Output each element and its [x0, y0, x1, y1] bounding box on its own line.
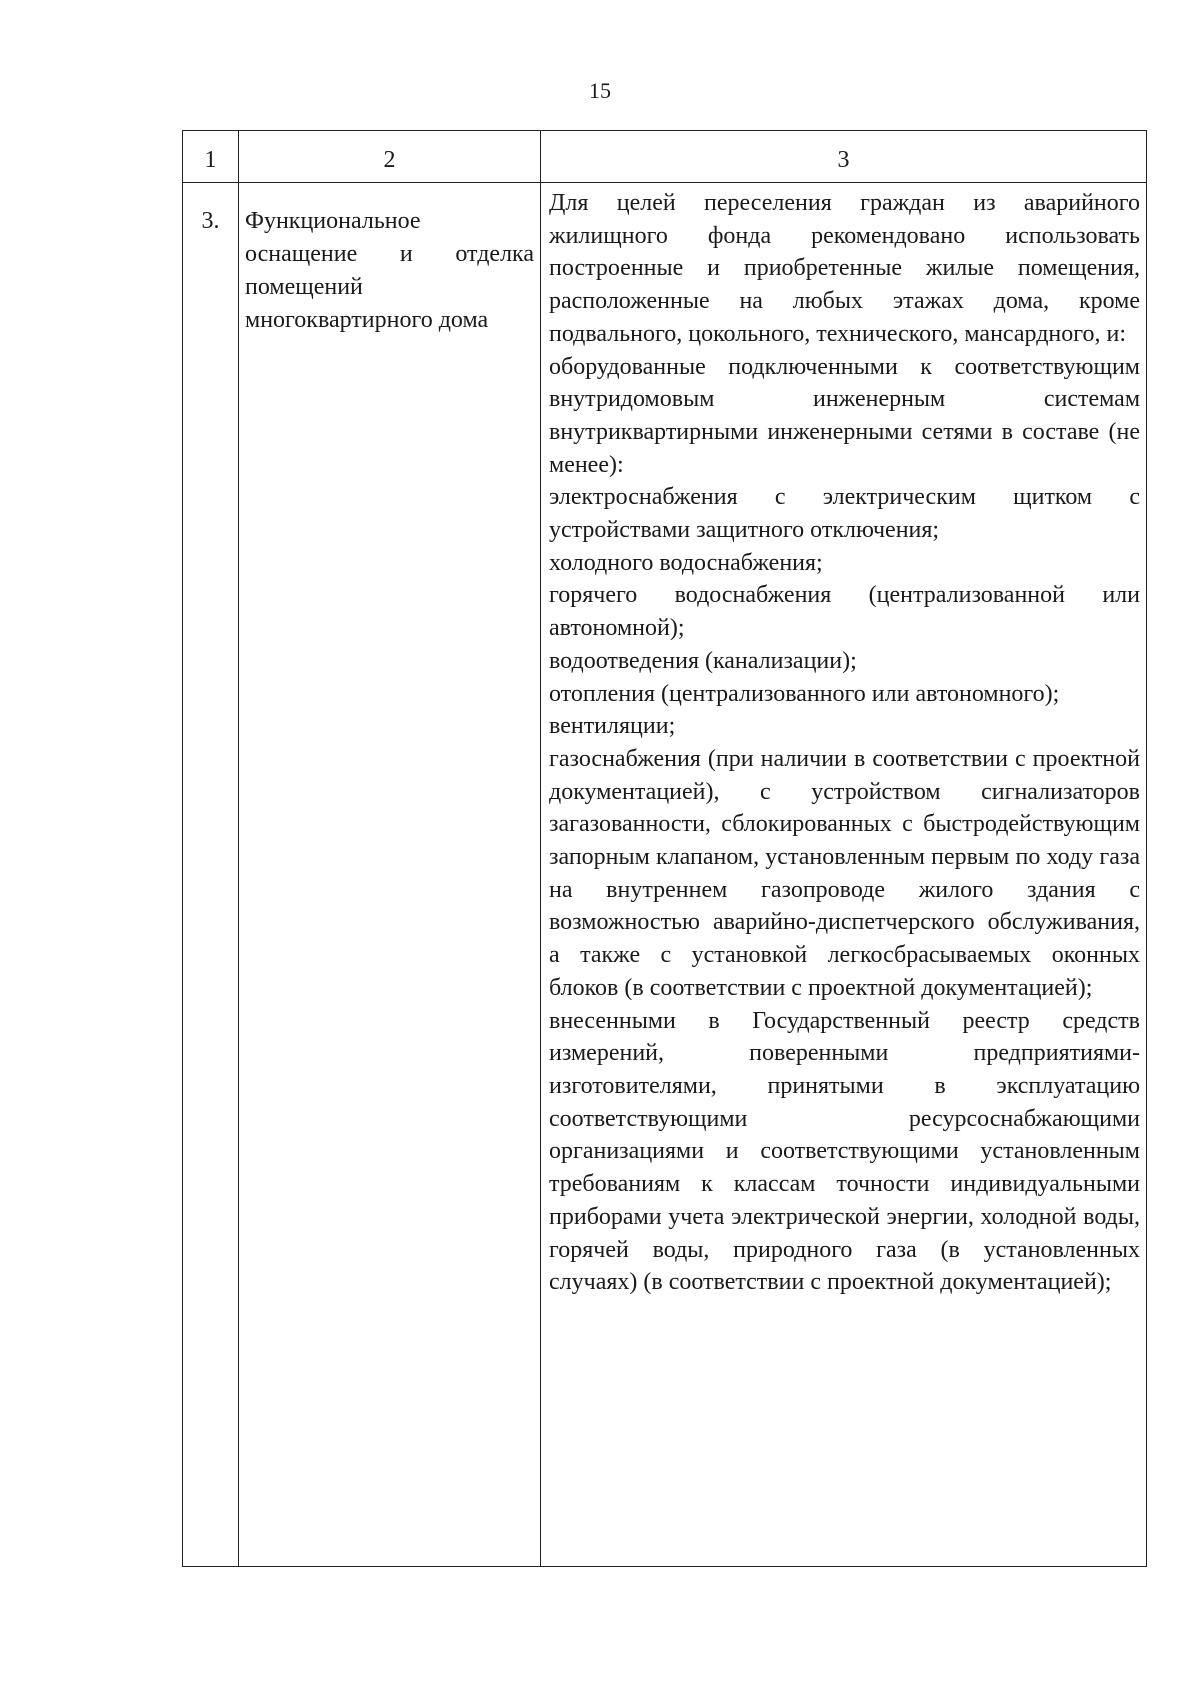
table-row	[183, 183, 1147, 1567]
content-paragraph: газоснабжения (при наличии в соответствии с проектной документацией), с устройством сигнализаторов загазованности, сблокированных с быстродействующим запорным клапаном, установленным первым по ходу газа на внутреннем газопроводе жилого здания с возможностью аварийно-диспетчерского обслуживания, а также с установкой легкосбрасываемых оконных блоков (в соответствии с проектной документацией);	[549, 745, 1140, 1001]
header-col-1: 1	[183, 131, 239, 183]
header-col-2: 2	[239, 131, 541, 183]
content-paragraph: внесенными в Государственный реестр средств измерений, поверенными предприятиями-изготовителями, принятыми в эксплуатацию соответствующими ресурсоснабжающими организациями и соответствующими установленным требованиям к классам точности индивидуальными приборами учета электрической энергии, холодной воды, горячей воды, природного газа (в установленных случаях) (в соответствии с проектной документацией);	[549, 1007, 1140, 1296]
page-number: 15	[589, 78, 611, 103]
content-paragraph: отопления (централизованного или автономного);	[549, 680, 1060, 707]
row-number: 3.	[183, 183, 239, 1567]
row-name: Функциональное оснащение и отделка помещений многоквартирного дома	[239, 183, 541, 1567]
content-paragraph: холодного водоснабжения;	[549, 549, 823, 576]
requirements-table	[182, 130, 1147, 1567]
content-paragraph: горячего водоснабжения (централизованной или автономной);	[549, 582, 1140, 642]
content-paragraph: вентиляции;	[549, 713, 676, 740]
row-content	[541, 183, 1147, 1567]
header-col-3: 3	[541, 131, 1147, 183]
content-paragraph: оборудованные подключенными к соответствующим внутридомовым инженерным системам внутриквартирными инженерными сетями в составе (не менее):	[549, 353, 1140, 478]
content-paragraph: электроснабжения с электрическим щитком с устройствами защитного отключения;	[549, 484, 1140, 544]
content-paragraph: водоотведения (канализации);	[549, 647, 857, 674]
content-paragraph: Для целей переселения граждан из аварийного жилищного фонда рекомендовано использовать построенные и приобретенные жилые помещения, расположенные на любых этажах дома, кроме подвального, цокольного, технического, мансардного, и:	[549, 190, 1140, 347]
table-header-row	[183, 131, 1147, 183]
